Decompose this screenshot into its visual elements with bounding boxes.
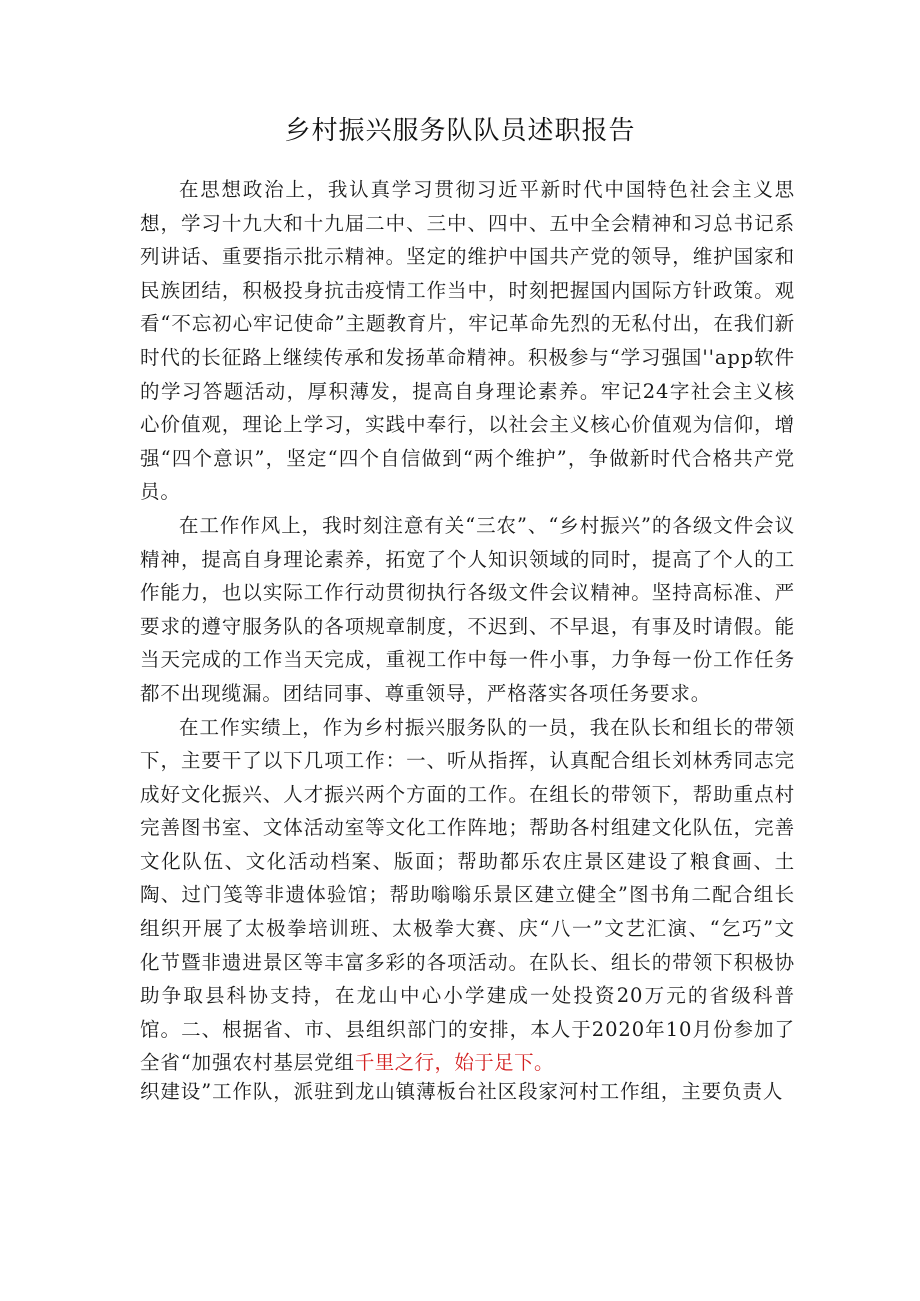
paragraph-ideology: 在思想政治上，我认真学习贯彻习近平新时代中国特色社会主义思想，学习十九大和十九届二中、三中、四中、五中全会精神和习总书记系列讲话、重要指示批示精神。坚定的维护中国共产党的领导，维护国家和民族团结，积极投身抗击疫情工作当中，时刻把握国内国际方针政策。观看“不忘初心牢记使命”主题教育片，牢记革命先烈的无私付出，在我们新时代的长征路上继续传承和发扬革命精神。积极参与“学习强国''app软件的学习答题活动，厚积薄发，提高自身理论素养。牢记24字社会主义核心价值观，理论上学习，实践中奉行，以社会主义核心价值观为信仰，增强“四个意识”，坚定“四个自信做到“两个维护”，争做新时代合格共产党员。 — [140, 178, 795, 504]
paragraph-work-style: 在工作作风上，我时刻注意有关“三农”、“乡村振兴”的各级文件会议精神，提高自身理论素养，拓宽了个人知识领域的同时，提高了个人的工作能力，也以实际工作行动贯彻执行各级文件会议精神。坚持高标准、严要求的遵守服务队的各项规章制度，不迟到、不早退，有事及时请假。能当天完成的工作当天完成，重视工作中每一件小事，力争每一份工作任务都不出现缆漏。团结同事、尊重领导，严格落实各项任务要求。 — [140, 513, 795, 705]
document-body — [140, 173, 795, 1080]
highlight-quote: 千里之行，始于足下。 — [354, 1051, 554, 1075]
document-title: 乡村振兴服务队队员述职报告 — [284, 116, 636, 146]
paragraph-continuation: 织建设”工作队，派驻到龙山镇薄板台社区段家河村工作组，主要负责人 — [140, 1080, 784, 1103]
paragraph-achievements-text: 在工作实绩上，作为乡村振兴服务队的一员，我在队长和组长的带领下，主要干了以下几项工作：一、听从指挥，认真配合组长刘林秀同志完成好文化振兴、人才振兴两个方面的工作。在组长的带领下，帮助重点村完善图书室、文体活动室等文化工作阵地；帮助各村组建文化队伍，完善文化队伍、文化活动档案、版面；帮助都乐农庄景区建设了粮食画、土陶、过门笺等非遗体验馆；帮助嗡嗡乐景区建立健全”图书角二配合组长组织开展了太极拳培训班、太极拳大赛、庆“八一”文艺汇演、“乞巧”文化节暨非遗进景区等丰富多彩的各项活动。在队长、组长的带领下积极协助争取县科协支持，在龙山中心小学建成一处投资20万元的省级科普馆。二、根据省、市、县组织部门的安排，本人于2020年10月份参加了全省“加强农村基层党组 — [140, 715, 795, 1075]
paragraph-achievements — [140, 711, 795, 1081]
